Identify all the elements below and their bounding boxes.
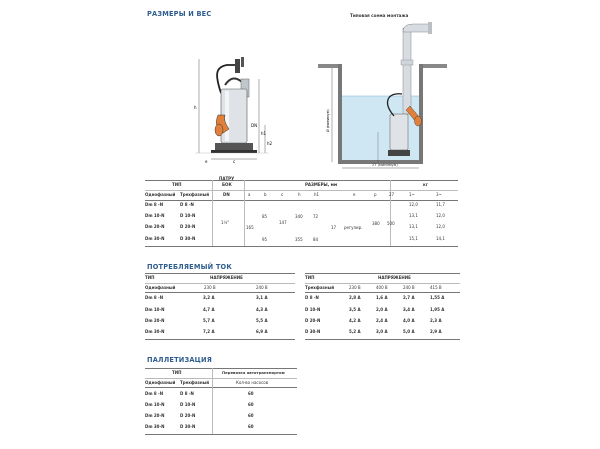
dim-h-value-3: 355 (295, 237, 303, 242)
pl-r3-single: Dm 30-N (145, 424, 165, 429)
dim-r3-kg1: 15,1 (409, 236, 418, 241)
dim-r2-kg1: 13,1 (409, 224, 418, 229)
dim-col-c: c (281, 192, 284, 197)
cs-r2-a: 5,7 A (203, 318, 215, 323)
dim-r0-single: Dm 8 -N (145, 202, 164, 207)
ct-r3-v0: 5,2 A (349, 329, 361, 334)
dim-col-p: p (374, 192, 377, 197)
cs-r1-type: Dm 10-N (145, 307, 165, 312)
dim-col-a: a (248, 192, 251, 197)
dim-h-dn: DN (223, 192, 230, 197)
dim-h-value-1: 340 (295, 214, 303, 219)
cs-r2-b: 5,5 A (256, 318, 268, 323)
cs-r3-type: Dm 30-N (145, 329, 165, 334)
ct-r0-v0: 2,8 A (349, 295, 361, 300)
ct-h-three: Трехфазный (305, 285, 335, 290)
ct-r0-v1: 1,6 A (376, 295, 388, 300)
pl-r2-n: 60 (248, 413, 254, 418)
pl-r3-three: D 30-N (180, 424, 196, 429)
section-title-pallet: ПАЛЛЕТИЗАЦИЯ (147, 356, 212, 364)
dim-col-3ph: 3~ (436, 192, 442, 197)
dim-h-sizes: РАЗМЕРЫ, мм (305, 182, 338, 187)
ct-r3-v2: 5,0 A (403, 329, 415, 334)
label-min-depth: Ø (минимум) (326, 109, 330, 132)
dim-b-value-1: 85 (262, 214, 268, 219)
ct-v2: 240 В (403, 285, 415, 290)
dim-col-h: h (298, 192, 301, 197)
label-e: e (205, 159, 208, 164)
ct-r1-v1: 2,0 A (376, 307, 388, 312)
dim-a-value: 165 (246, 225, 254, 230)
section-title-dimensions: РАЗМЕРЫ И ВЕС (147, 10, 212, 18)
dim-r3-kg3: 14,1 (436, 236, 445, 241)
ct-r0-type: D 8 -N (305, 295, 319, 300)
dim-r1-three: D 10-N (180, 213, 196, 218)
ct-r3-type: D 30-N (305, 329, 321, 334)
pl-r1-three: D 10-N (180, 402, 196, 407)
ct-v1: 400 В (376, 285, 388, 290)
ct-v3: 415 В (430, 285, 442, 290)
dim-p-value: 380 (372, 221, 380, 226)
pl-r0-n: 60 (248, 391, 254, 396)
dim-r0-kg3: 11,7 (436, 202, 445, 207)
ct-r1-v3: 1,95 A (430, 307, 445, 312)
ct-r2-v1: 2,4 A (376, 318, 388, 323)
dim-r1-single: Dm 10-N (145, 213, 165, 218)
dim-col-e: e (353, 192, 356, 197)
cs-v2: 240 В (256, 285, 268, 290)
dim-r0-kg1: 12,0 (409, 202, 418, 207)
pump-dimension-drawing (185, 55, 280, 165)
dim-h1-value: 72 (313, 214, 319, 219)
dim-h-kg: кг (423, 182, 428, 187)
ct-r1-type: D 10-N (305, 307, 321, 312)
ct-r2-type: D 20-N (305, 318, 321, 323)
pl-h-three: Трехфазный (180, 380, 210, 385)
dim-h-three: Трехфазный (180, 192, 210, 197)
pl-h-transport: Перевозка автотранспортом (222, 370, 285, 375)
dim-h-patr: ПАТРУ (219, 176, 235, 181)
cs-r1-b: 4,3 A (256, 307, 268, 312)
cs-r3-a: 7,2 A (203, 329, 215, 334)
cs-r3-b: 6,9 A (256, 329, 268, 334)
dim-r3-single: Dm 30-N (145, 236, 165, 241)
cs-r0-type: Dm 8 -N (145, 295, 164, 300)
dim-e-value: регулир. (344, 225, 363, 230)
pl-h-single: Однофазный (145, 380, 176, 385)
dim-h-single: Однофазный (145, 192, 176, 197)
section-title-current: ПОТРЕБЛЯЕМЫЙ ТОК (147, 263, 232, 271)
ct-h-type: ТИП (305, 275, 315, 280)
ct-h-voltage: НАПРЯЖЕНИЕ (378, 275, 411, 280)
label-h2: h2 (267, 141, 273, 146)
cs-r0-a: 3,2 A (203, 295, 215, 300)
ct-r1-v2: 3,4 A (403, 307, 415, 312)
dim-col-h1: h1 (314, 192, 320, 197)
dim-r2-three: D 20-N (180, 224, 196, 229)
ct-r2-v0: 4,2 A (349, 318, 361, 323)
dim-col-27: 27 (389, 192, 395, 197)
dim-r1-kg1: 13,1 (409, 213, 418, 218)
ct-v0: 230 В (349, 285, 361, 290)
ct-r0-v2: 2,7 A (403, 295, 415, 300)
pl-r2-single: Dm 20-N (145, 413, 165, 418)
dim-r1-kg3: 12,0 (436, 213, 445, 218)
label-h: h (194, 105, 197, 110)
install-diagram (318, 22, 448, 170)
dim-h2-value: 17 (331, 225, 337, 230)
dim-w-value: 500 (387, 221, 395, 226)
ct-r2-v3: 2,3 A (430, 318, 442, 323)
label-min-width: 27 (минимум) (372, 163, 398, 167)
dim-b-value-3: 95 (262, 237, 268, 242)
cs-r2-type: Dm 20-N (145, 318, 165, 323)
ct-r3-v1: 3,0 A (376, 329, 388, 334)
pl-h-type: ТИП (172, 370, 182, 375)
dim-h-type: ТИП (172, 182, 182, 187)
dim-h-bok: БОК (222, 182, 232, 187)
cs-v1: 230 В (204, 285, 216, 290)
dim-r2-single: Dm 20-N (145, 224, 165, 229)
cs-r1-a: 4,7 A (203, 307, 215, 312)
pl-r1-single: Dm 10-N (145, 402, 165, 407)
cs-r0-b: 3,1 A (256, 295, 268, 300)
dim-r0-three: D 8 -N (180, 202, 194, 207)
dim-col-b: b (264, 192, 267, 197)
ct-r2-v2: 4,0 A (403, 318, 415, 323)
dim-col-1ph: 1~ (409, 192, 415, 197)
install-title: Типовая схема монтажа (350, 13, 409, 18)
label-h1: h1 (261, 131, 267, 136)
cs-h-voltage: НАПРЯЖЕНИЕ (210, 275, 243, 280)
label-c: c (233, 159, 236, 164)
dim-r3-three: D 30-N (180, 236, 196, 241)
pl-r2-three: D 20-N (180, 413, 196, 418)
ct-r0-v3: 1,55 A (430, 295, 445, 300)
ct-r1-v0: 3,5 A (349, 307, 361, 312)
pl-r0-single: Dm 8 -N (145, 391, 164, 396)
pl-r3-n: 60 (248, 424, 254, 429)
ct-r3-v3: 2,9 A (430, 329, 442, 334)
dim-dn-value: 1¼" (221, 220, 230, 225)
label-dn: DN (251, 123, 258, 128)
dim-c-value: 147 (279, 220, 287, 225)
dim-h1-value-3: 84 (313, 237, 319, 242)
pl-r0-three: D 8 -N (180, 391, 194, 396)
cs-h-type: ТИП (145, 275, 155, 280)
pl-r1-n: 60 (248, 402, 254, 407)
pl-h-count: Кол-во насосов (236, 380, 269, 385)
dim-r2-kg3: 12,0 (436, 224, 445, 229)
cs-h-single: Однофазный (145, 285, 176, 290)
